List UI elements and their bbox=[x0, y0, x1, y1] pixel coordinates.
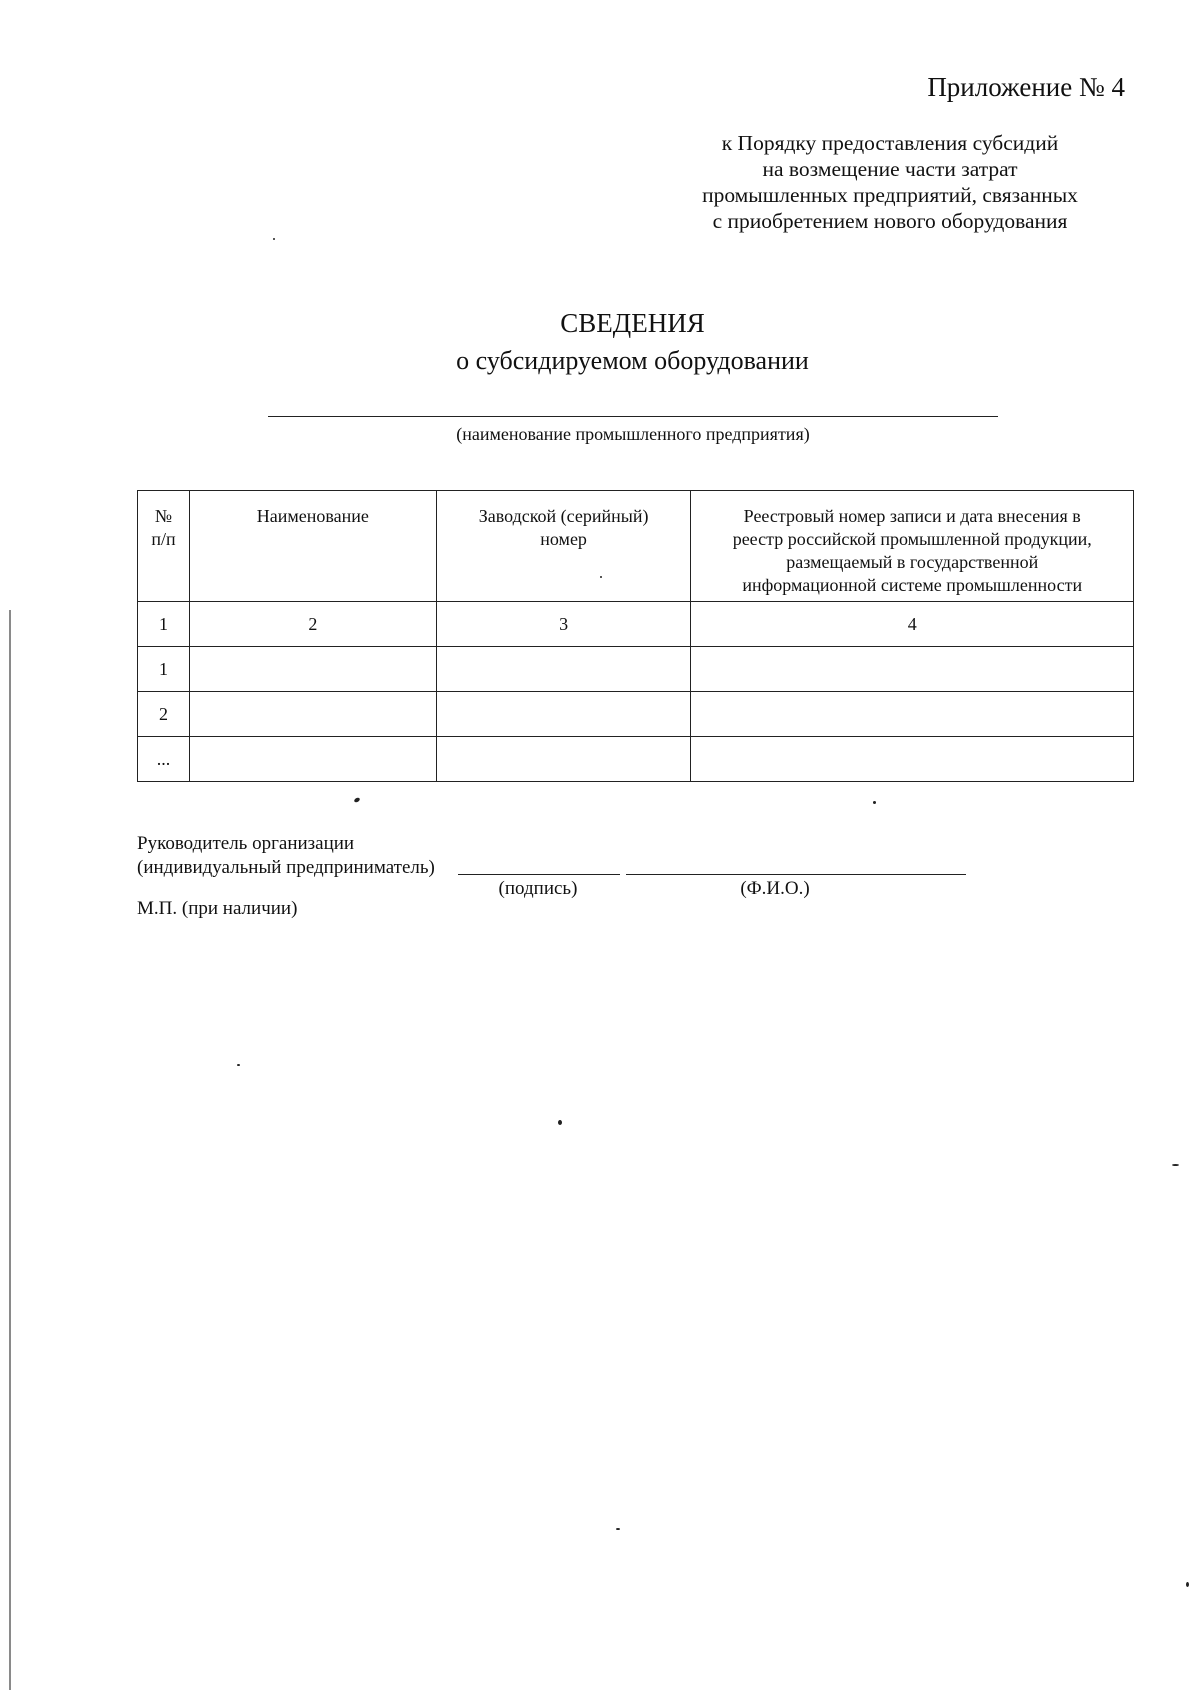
appendix-title: Приложение № 4 bbox=[927, 72, 1125, 102]
table-header-cell bbox=[189, 491, 436, 602]
table-row bbox=[138, 737, 1134, 782]
table-cell bbox=[436, 647, 691, 692]
signature-caption: (подпись) bbox=[498, 878, 578, 899]
table-header-cell bbox=[436, 491, 691, 602]
scan-speck bbox=[353, 797, 360, 803]
table-cell: 2 bbox=[138, 692, 190, 737]
table-row bbox=[138, 602, 1134, 647]
scan-speck bbox=[1172, 1164, 1179, 1166]
table-cell: ... bbox=[138, 737, 190, 782]
table-header-row bbox=[138, 491, 1134, 602]
table-header-cell bbox=[138, 491, 190, 602]
appendix-line: к Порядку предоставления субсидий bbox=[721, 131, 1059, 155]
table-cell: 1 bbox=[138, 647, 190, 692]
table-cell: 3 bbox=[436, 602, 691, 647]
scan-speck bbox=[1186, 1582, 1189, 1587]
scan-speck bbox=[237, 1064, 240, 1066]
equipment-table bbox=[137, 490, 1134, 782]
appendix-line: на возмещение части затрат bbox=[762, 157, 1018, 181]
header-registry: Реестровый номер записи и дата внесения в реестр российской промышленной продукции, размещаемый в государственной информационной системе промышленности bbox=[732, 506, 1092, 595]
table-cell: 4 bbox=[691, 602, 1134, 647]
table-row bbox=[138, 647, 1134, 692]
document-title: СВЕДЕНИЯ bbox=[560, 308, 705, 338]
table-cell: 1 bbox=[138, 602, 190, 647]
document-subtitle: о субсидируемом оборудовании bbox=[456, 346, 809, 375]
scan-speck bbox=[558, 1120, 562, 1125]
appendix-reference bbox=[670, 130, 1110, 234]
header-serial: Заводской (серийный) номер bbox=[478, 506, 649, 549]
table-cell bbox=[189, 647, 436, 692]
organization-name-caption: (наименование промышленного предприятия) bbox=[456, 424, 810, 444]
stamp-note: М.П. (при наличии) bbox=[137, 898, 298, 919]
table-cell: 2 bbox=[189, 602, 436, 647]
table-cell bbox=[436, 692, 691, 737]
signatory-label bbox=[137, 832, 435, 880]
header-number: № п/п bbox=[151, 506, 176, 549]
header-name: Наименование bbox=[256, 506, 369, 526]
scan-edge-line bbox=[9, 610, 11, 1690]
signatory-line-1: Руководитель организации bbox=[137, 833, 355, 854]
table-cell bbox=[691, 737, 1134, 782]
appendix-line: промышленных предприятий, связанных bbox=[702, 183, 1078, 207]
table-cell bbox=[189, 692, 436, 737]
organization-name-line bbox=[268, 416, 998, 417]
table-cell bbox=[691, 647, 1134, 692]
scan-speck bbox=[273, 238, 275, 240]
signature-line bbox=[458, 874, 620, 875]
signatory-line-2: (индивидуальный предприниматель) bbox=[137, 857, 435, 878]
appendix-line: с приобретением нового оборудования bbox=[712, 209, 1068, 233]
table-row bbox=[138, 692, 1134, 737]
table-cell bbox=[691, 692, 1134, 737]
full-name-caption: (Ф.И.О.) bbox=[740, 878, 810, 899]
scan-speck bbox=[616, 1528, 620, 1530]
scan-speck bbox=[600, 576, 602, 578]
table-cell bbox=[189, 737, 436, 782]
table-cell bbox=[436, 737, 691, 782]
scan-speck bbox=[873, 801, 876, 804]
full-name-line bbox=[626, 874, 966, 875]
table-header-cell bbox=[691, 491, 1134, 602]
